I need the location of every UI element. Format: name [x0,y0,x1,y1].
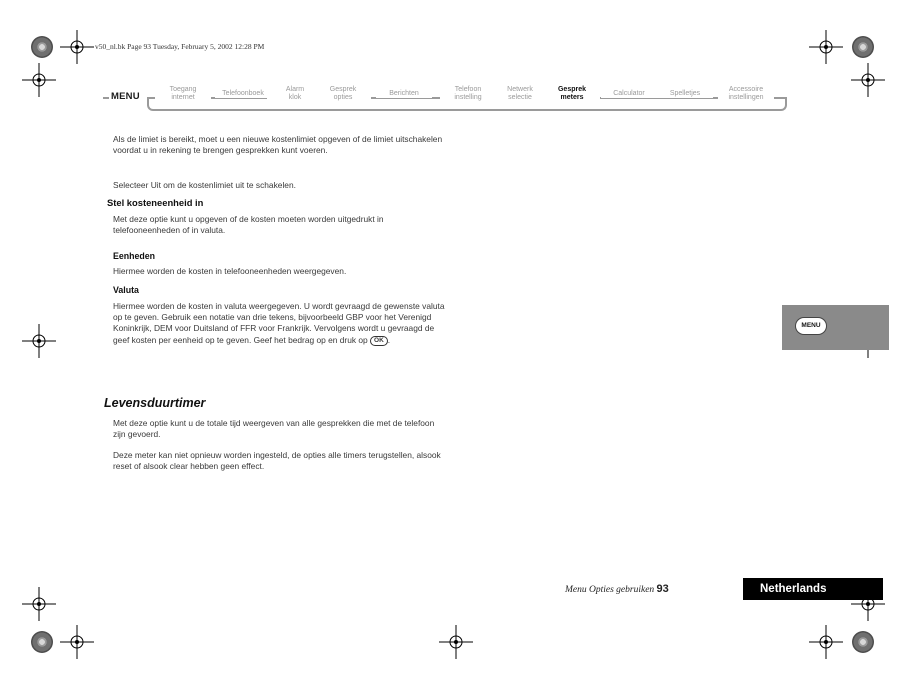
crosshair-icon [851,63,885,97]
section-heading: Stel kosteneenheid in [107,197,204,208]
nav-item: Netwerk selectie [492,86,548,102]
nav-item: Gesprek opties [315,86,371,102]
nav-item: Alarm klok [267,86,323,102]
registration-disc-bottom-right [852,631,874,653]
print-header: v50_nl.bk Page 93 Tuesday, February 5, 2002 12:28 PM [95,42,265,51]
menu-main-label: MENU [111,91,140,102]
subheading-currency: Valuta [113,285,139,295]
footer-section: Menu Opties gebruiken [565,585,655,595]
crosshair-icon [439,625,473,659]
nav-bar-left [103,97,109,99]
paragraph-section-intro: Met deze optie kunt u opgeven of de kosten moeten worden uitgedrukt in telefooneenheden of in valuta. [113,214,384,236]
paragraph-select-off: Selecteer Uit om de kostenlimiet uit te schakelen. [113,180,296,190]
registration-disc-top-right [852,36,874,58]
nav-item: Berichten [376,90,432,98]
crosshair-icon [60,30,94,64]
currency-end: . [387,334,391,345]
subheading-units: Eenheden [113,251,156,261]
crosshair-icon [809,30,843,64]
country-bar: Netherlands [743,578,883,600]
crosshair-icon [60,625,94,659]
crosshair-icon [22,324,56,358]
nav-item: Accessoire instellingen [718,86,774,102]
footer-section-title [565,583,669,595]
paragraph-intro: Als de limiet is bereikt, moet u een nieuwe kostenlimiet opgeven of de limiet uitschakelen voordat u in rekening te brengen gesprekken kunt voeren. [113,134,443,156]
nav-item: Telefoon instelling [440,86,496,102]
currency-text: Hiermee worden de kosten in valuta weergegeven. U wordt gevraagd de gewenste valuta op te geven. Gebruik een notatie van drie tekens, bijvoorbeeld GBP voor het Verenigd Koninkrijk, DEM voor Duitsland of FFR voor Frankrijk. Vervolgens wordt u gevraagd de geef kosten per eenheid op te geven. Geef het bedrag op en druk op [113,301,445,345]
paragraph-currency [113,301,448,346]
menu-key-icon: MENU [796,318,826,334]
nav-item: Calculator [601,90,657,98]
paragraph-timer-note: Deze meter kan niet opnieuw worden ingesteld, de opties alle timers terugstellen, alsook reset of alsook clear hebben geen effect. [113,450,441,472]
nav-item: Toegang internet [155,86,211,102]
crosshair-icon [22,63,56,97]
paragraph-units: Hiermee worden de kosten in telefooneenheden weergegeven. [113,266,347,276]
crosshair-icon [809,625,843,659]
nav-item: Spelletjes [657,90,713,98]
registration-disc-bottom-left [31,631,53,653]
paragraph-timer: Met deze optie kunt u de totale tijd weergeven van alle gesprekken die met de telefoon zijn gevoerd. [113,418,435,440]
crosshair-icon [22,587,56,621]
timer-heading: Levensduurtimer [104,396,206,410]
nav-item: Telefoonboek [215,90,271,98]
page-number: 93 [656,583,669,595]
nav-item: Gesprek meters [544,86,600,102]
registration-disc-top-left [31,36,53,58]
ok-key-icon: OK [370,336,388,346]
